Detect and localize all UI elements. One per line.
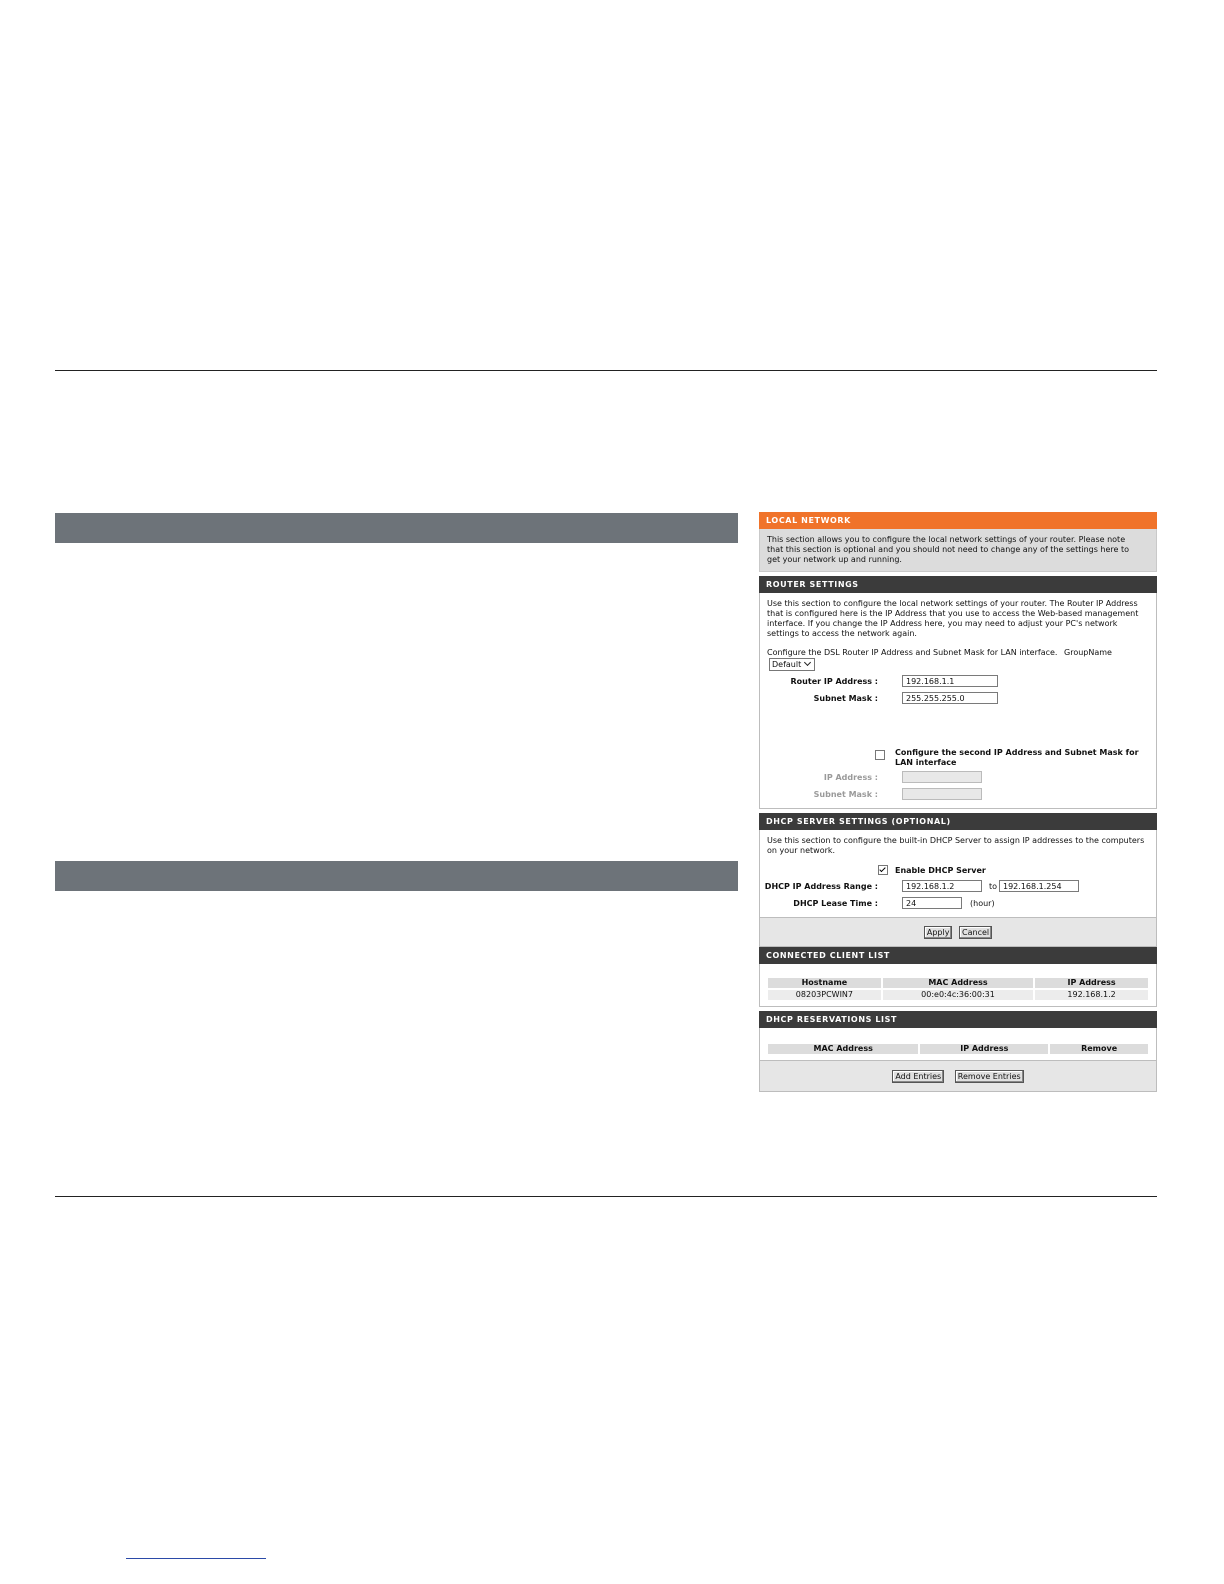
subnet-mask-input[interactable]: 255.255.255.0 <box>902 692 998 704</box>
dhcp-server-header: DHCP SERVER SETTINGS (OPTIONAL) <box>759 813 1157 830</box>
enable-dhcp-checkbox[interactable] <box>878 865 888 875</box>
client-hostname: 08203PCWIN7 <box>768 990 881 1000</box>
dhcp-range-row <box>764 879 1148 896</box>
column-header: IP Address <box>1035 978 1148 988</box>
second-ip-address-row <box>767 770 1148 787</box>
second-ip-row <box>767 748 1148 770</box>
client-list-table <box>766 976 1150 1002</box>
apply-button[interactable]: Apply <box>924 926 953 939</box>
router-settings-header: ROUTER SETTINGS <box>759 576 1157 593</box>
enable-dhcp-label: Enable DHCP Server <box>895 866 986 875</box>
enable-dhcp-row <box>767 865 1148 879</box>
group-name-value: Default <box>772 660 802 669</box>
apply-cancel-bar <box>759 918 1157 947</box>
reservations-table <box>766 1042 1150 1056</box>
configure-row <box>767 648 1148 671</box>
dhcp-range-start-input[interactable]: 192.168.1.2 <box>902 880 982 892</box>
column-header: MAC Address <box>768 1044 918 1054</box>
subnet-mask-row <box>767 691 1148 708</box>
dhcp-range-label: DHCP IP Address Range : <box>764 882 878 891</box>
local-network-panel <box>759 512 1157 1092</box>
remove-entries-button[interactable]: Remove Entries <box>955 1070 1024 1083</box>
client-list-header: CONNECTED CLIENT LIST <box>759 947 1157 964</box>
router-ip-label: Router IP Address : <box>790 677 878 686</box>
configure-text: Configure the DSL Router IP Address and Subnet Mask for LAN interface. <box>767 648 1058 657</box>
top-divider <box>55 370 1157 371</box>
bottom-divider <box>55 1196 1157 1197</box>
add-entries-button[interactable]: Add Entries <box>892 1070 944 1083</box>
dhcp-range-end-input[interactable]: 192.168.1.254 <box>999 880 1079 892</box>
column-header: Remove <box>1050 1044 1148 1054</box>
second-subnet-mask-input[interactable] <box>902 788 982 800</box>
table-row <box>768 990 1148 1000</box>
dhcp-lease-row <box>767 896 1148 913</box>
second-ip-checkbox[interactable] <box>875 750 885 760</box>
dhcp-lease-unit: (hour) <box>970 899 995 908</box>
section-header-bar <box>55 513 738 543</box>
second-ip-address-label: IP Address : <box>823 773 878 782</box>
router-ip-input[interactable]: 192.168.1.1 <box>902 675 998 687</box>
group-name-label: GroupName <box>1064 648 1112 657</box>
column-header: MAC Address <box>883 978 1033 988</box>
router-settings-section <box>759 593 1157 809</box>
dhcp-description: Use this section to configure the built-in DHCP Server to assign IP addresses to the computers on your network. <box>767 836 1145 855</box>
dhcp-lease-input[interactable]: 24 <box>902 897 962 909</box>
local-network-intro: This section allows you to configure the local network settings of your router. Please note that this section is optional and you should not need to change any of the settings here to get your network up and running. <box>759 529 1157 572</box>
local-network-header: LOCAL NETWORK <box>759 512 1157 529</box>
second-ip-address-input[interactable] <box>902 771 982 783</box>
second-subnet-mask-row <box>767 787 1148 804</box>
reservations-button-bar <box>759 1061 1157 1092</box>
reservations-header: DHCP RESERVATIONS LIST <box>759 1011 1157 1028</box>
group-name-select[interactable] <box>769 658 815 671</box>
client-ip-address: 192.168.1.2 <box>1035 990 1148 1000</box>
client-mac-address: 00:e0:4c:36:00:31 <box>883 990 1033 1000</box>
client-list-section <box>759 964 1157 1007</box>
subnet-mask-label: Subnet Mask : <box>813 694 878 703</box>
dhcp-server-section <box>759 830 1157 918</box>
table-header-row <box>768 1044 1148 1054</box>
section-header-bar <box>55 861 738 891</box>
router-ip-row <box>767 674 1148 691</box>
chevron-down-icon <box>804 659 811 666</box>
second-subnet-mask-label: Subnet Mask : <box>813 790 878 799</box>
column-header: IP Address <box>920 1044 1048 1054</box>
table-header-row <box>768 978 1148 988</box>
dhcp-range-to-label: to <box>989 882 998 891</box>
cancel-button[interactable]: Cancel <box>959 926 992 939</box>
router-settings-description: Use this section to configure the local network settings of your router. The Router IP Address that is configured here is the IP Address that you use to access the Web-based management interface. If you change the IP Address here, you may need to adjust your PC's network settings to access the network again. <box>767 599 1139 638</box>
second-ip-checkbox-label: Configure the second IP Address and Subnet Mask for LAN interface <box>895 748 1139 767</box>
dhcp-lease-label: DHCP Lease Time : <box>793 899 878 908</box>
reservations-section <box>759 1028 1157 1061</box>
footer-link-underline <box>126 1558 266 1559</box>
column-header: Hostname <box>768 978 881 988</box>
